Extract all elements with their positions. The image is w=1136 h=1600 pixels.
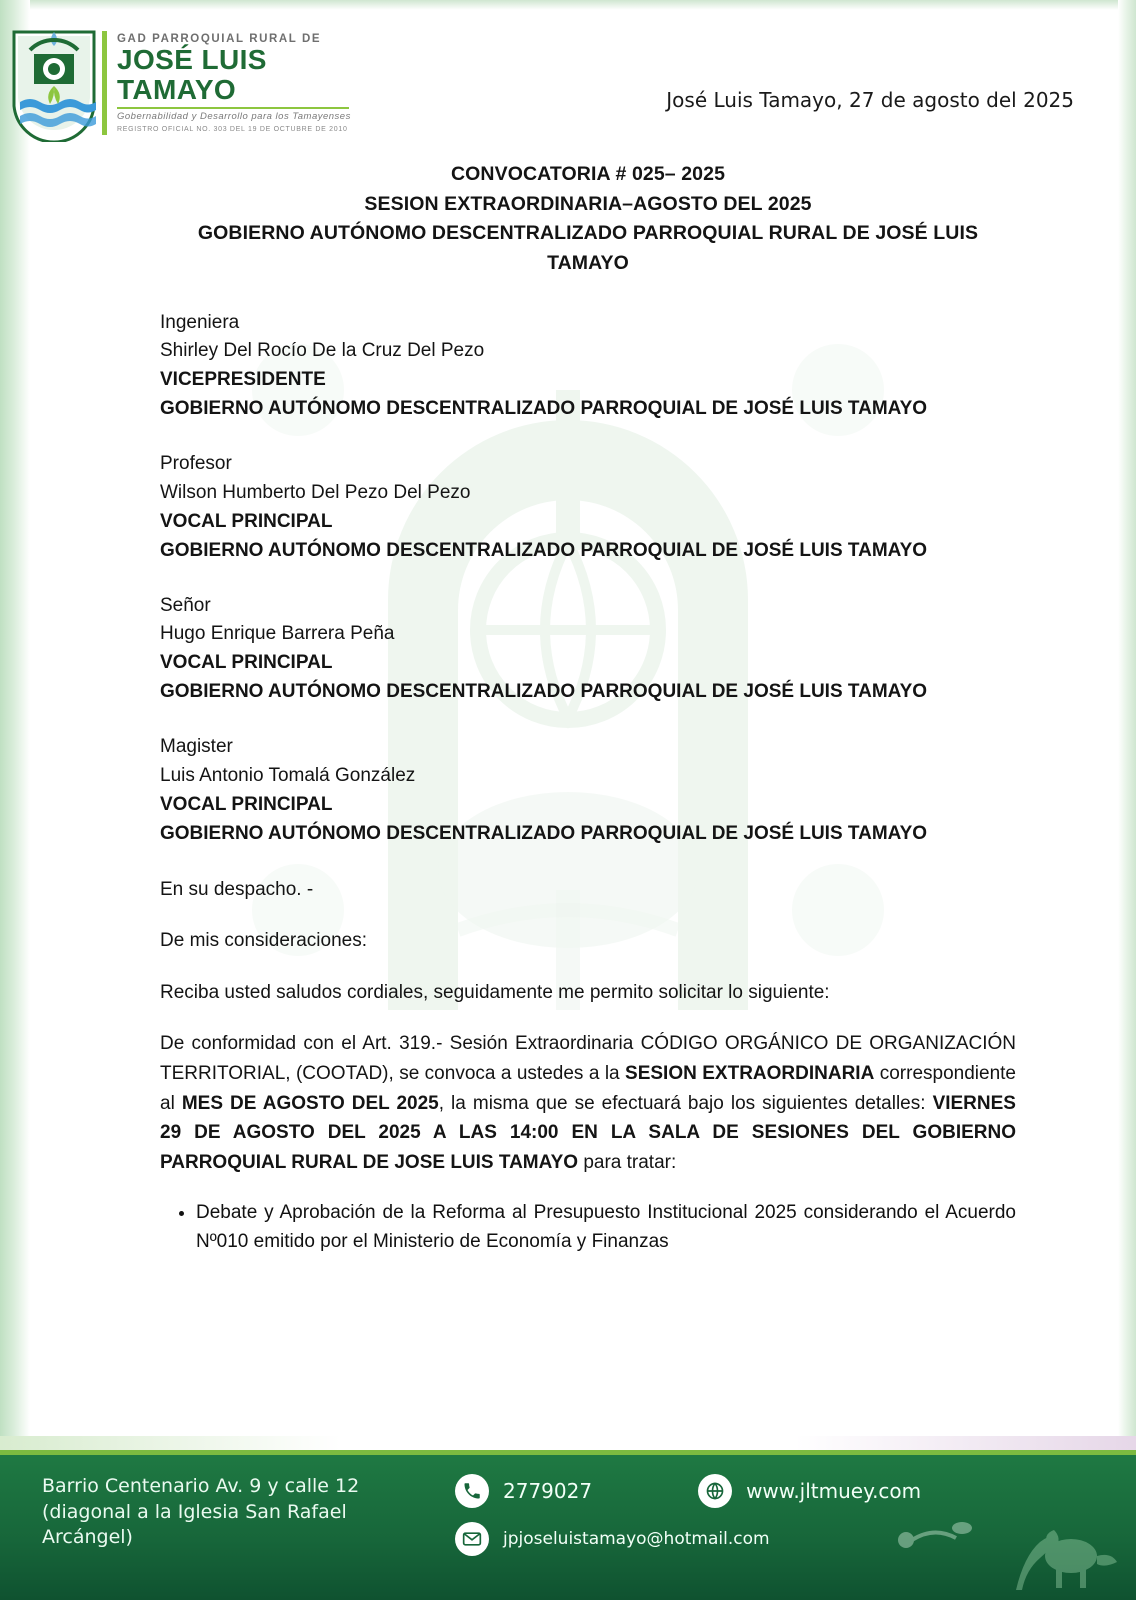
page-edge-right	[1118, 0, 1136, 1600]
addressee-role: Señor	[160, 594, 211, 616]
agenda-list	[160, 1198, 1016, 1257]
intro-paragraph: Reciba usted saludos cordiales, seguidamente me permito solicitar lo siguiente:	[160, 981, 830, 1003]
main-text-1: De conformidad con el Art. 319.- Sesión Extraordinaria CÓDIGO ORGÁNICO DE ORGANIZACIÓN TERRITORIAL, (COOTAD), se convoca a ustedes a la	[160, 1033, 1016, 1084]
addressee-position: VOCAL PRINCIPAL	[160, 510, 333, 532]
logo-text-block	[117, 33, 388, 133]
main-text-3: , la misma que se efectuará bajo los siguientes detalles:	[438, 1092, 933, 1114]
addressee-organization: GOBIERNO AUTÓNOMO DESCENTRALIZADO PARROQUIAL DE JOSÉ LUIS TAMAYO	[160, 539, 928, 561]
addressee-organization: GOBIERNO AUTÓNOMO DESCENTRALIZADO PARROQUIAL DE JOSÉ LUIS TAMAYO	[160, 822, 928, 844]
main-bold-2: MES DE AGOSTO DEL 2025	[181, 1092, 439, 1114]
document-date: José Luis Tamayo, 27 de agosto del 2025	[666, 88, 1074, 112]
main-paragraph	[160, 1029, 1016, 1177]
list-item: • Debate y Aprobación de la Reforma al Presupuesto Institucional 2025 considerando el Acuerdo Nº010 emitido por el Ministerio de Economía y Finanzas	[196, 1198, 1016, 1257]
institution-logo	[8, 18, 388, 148]
addressee-name: Shirley Del Rocío De la Cruz Del Pezo	[160, 340, 485, 362]
addressee-position: VICEPRESIDENTE	[160, 369, 326, 391]
addressee-organization: GOBIERNO AUTÓNOMO DESCENTRALIZADO PARROQUIAL DE JOSÉ LUIS TAMAYO	[160, 681, 928, 703]
addressee-position: VOCAL PRINCIPAL	[160, 793, 333, 815]
main-bold-1: SESION EXTRAORDINARIA	[625, 1063, 875, 1084]
logo-line-1: GAD PARROQUIAL RURAL DE	[117, 33, 322, 46]
envelope-icon	[455, 1522, 489, 1556]
document-title	[160, 160, 1016, 279]
greeting-line: De mis consideraciones:	[160, 930, 367, 952]
logo-rule	[117, 107, 349, 109]
coat-of-arms-icon	[8, 24, 100, 142]
addressee-block	[160, 450, 1016, 566]
phone-icon	[455, 1474, 489, 1508]
addressee-list	[160, 309, 1016, 849]
globe-icon	[698, 1474, 732, 1508]
addressee-role: Ingeniera	[160, 311, 240, 333]
document-body	[160, 160, 1016, 1261]
title-line-1: CONVOCATORIA # 025– 2025	[450, 163, 726, 185]
addressee-name: Hugo Enrique Barrera Peña	[160, 623, 395, 645]
addressee-position: VOCAL PRINCIPAL	[160, 652, 333, 674]
footer-address: Barrio Centenario Av. 9 y calle 12 (diagonal a la Iglesia San Rafael Arcángel)	[42, 1475, 360, 1549]
document-footer	[0, 1450, 1136, 1600]
footer-illustration	[866, 1470, 1126, 1600]
despacho-line: En su despacho. -	[160, 878, 314, 900]
footer-accent-bar	[0, 1450, 1136, 1455]
main-bold-3: VIERNES 29 DE AGOSTO DEL 2025 A LAS 14:00 EN LA SALA DE SESIONES DEL GOBIERNO PARROQUIAL RURAL DE JOSE LUIS TAMAYO	[160, 1092, 1016, 1173]
addressee-name: Wilson Humberto Del Pezo Del Pezo	[160, 481, 471, 503]
main-text-4: para tratar:	[578, 1151, 677, 1173]
addressee-block	[160, 733, 1016, 849]
logo-divider	[102, 31, 107, 135]
logo-line-2: JOSÉ LUIS TAMAYO	[117, 44, 267, 105]
addressee-block	[160, 309, 1016, 425]
addressee-role: Magister	[160, 736, 233, 757]
footer-website: www.jltmuey.com	[746, 1479, 922, 1503]
footer-separator	[0, 1436, 1136, 1450]
addressee-name: Luis Antonio Tomalá González	[160, 764, 416, 786]
logo-slogan: Gobernabilidad y Desarrollo para los Tamayenses	[117, 110, 351, 122]
main-text-2: correspondiente al	[160, 1063, 1016, 1114]
title-line-2: SESION EXTRAORDINARIA–AGOSTO DEL 2025	[364, 192, 812, 215]
footer-email: jpjoseluistamayo@hotmail.com	[503, 1529, 770, 1549]
title-line-3: GOBIERNO AUTÓNOMO DESCENTRALIZADO PARROQUIAL RURAL DE JOSÉ LUIS TAMAYO	[197, 222, 979, 274]
logo-registry: REGISTRO OFICIAL NO. 303 DEL 19 DE OCTUBRE DE 2010	[117, 125, 348, 133]
document-header	[0, 0, 1136, 160]
addressee-block	[160, 592, 1016, 708]
addressee-organization: GOBIERNO AUTÓNOMO DESCENTRALIZADO PARROQUIAL DE JOSÉ LUIS TAMAYO	[160, 398, 928, 420]
page-edge-left	[0, 0, 30, 1600]
addressee-role: Profesor	[160, 453, 232, 474]
footer-phone: 2779027	[503, 1479, 593, 1503]
